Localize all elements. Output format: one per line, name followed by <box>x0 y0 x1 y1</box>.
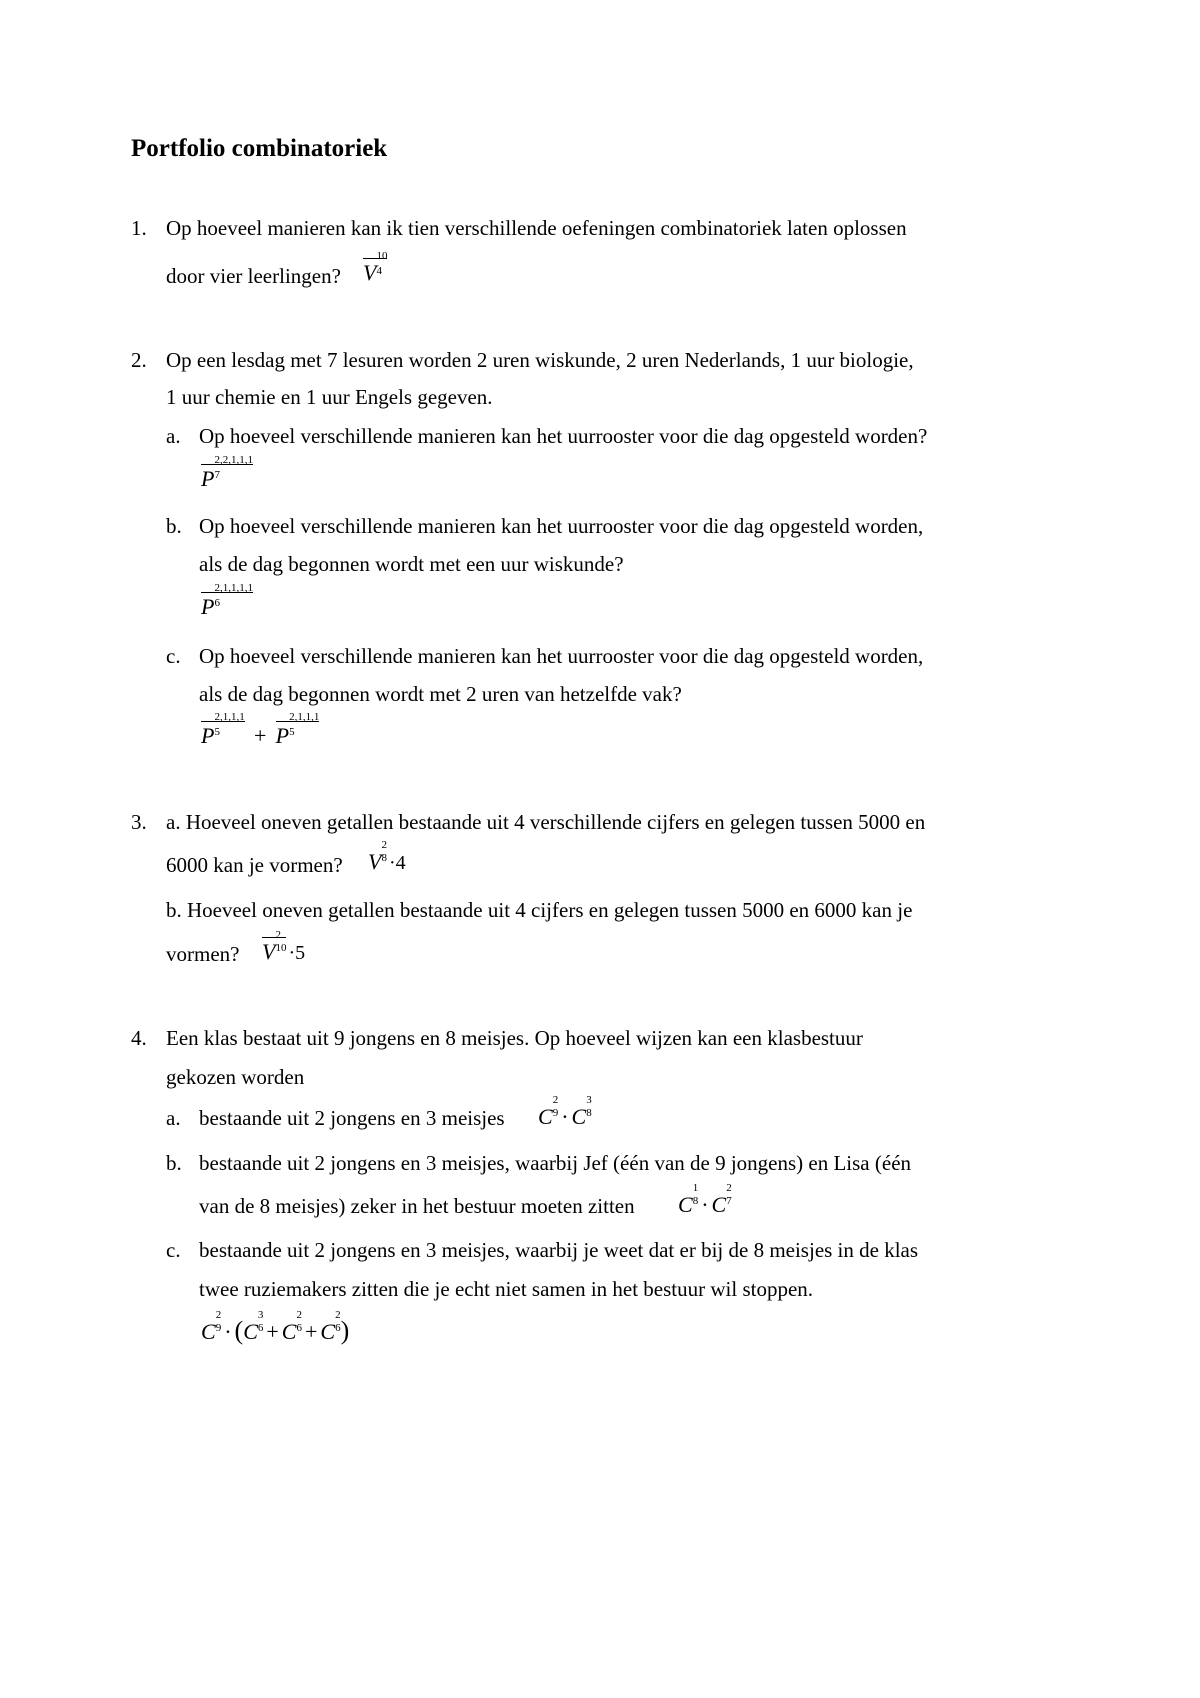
q4c-formula <box>201 1309 350 1345</box>
formula-symbol: C <box>320 1319 336 1344</box>
formula-tail: ·5 <box>288 942 306 964</box>
q2-line2: 1 uur chemie en 1 uur Engels gegeven. <box>166 385 493 409</box>
formula-sub: 10 <box>275 942 287 954</box>
formula-tail: ·4 <box>388 852 406 874</box>
q1-number: 1. <box>131 216 147 240</box>
formula-sub: 6 <box>296 1322 302 1334</box>
formula-sub: 9 <box>552 1107 559 1119</box>
formula-sup: 3 <box>257 1309 264 1321</box>
q2-line1: Op een lesdag met 7 lesuren worden 2 uren wiskunde, 2 uren Nederlands, 1 uur biologie, <box>166 348 914 372</box>
q2b-formula <box>201 582 253 619</box>
formula-symbol: P <box>201 466 215 491</box>
formula-dot: · <box>224 1319 232 1344</box>
q2a-label: a. <box>166 424 181 448</box>
q4c-line1: bestaande uit 2 jongens en 3 meisjes, waarbij je weet dat er bij de 8 meisjes in de klas <box>199 1238 919 1262</box>
formula-dot: · <box>561 1104 569 1129</box>
formula-sub: 6 <box>214 597 220 609</box>
q2c-line1: Op hoeveel verschillende manieren kan het uurrooster voor die dag opgesteld worden, <box>199 644 924 668</box>
formula-sup: 2 <box>552 1094 559 1106</box>
q1-line2: door vier leerlingen? <box>166 264 341 288</box>
formula-left-paren: ( <box>234 1316 244 1345</box>
formula-sub: 4 <box>376 265 382 277</box>
q2a-formula <box>201 454 253 491</box>
q2-number: 2. <box>131 348 147 372</box>
q4a-label: a. <box>166 1106 181 1130</box>
q2b-line2: als de dag begonnen wordt met een uur wiskunde? <box>199 552 624 576</box>
q2b-line1: Op hoeveel verschillende manieren kan het uurrooster voor die dag opgesteld worden, <box>199 514 924 538</box>
q3b-line1: b. Hoeveel oneven getallen bestaande uit 4 cijfers en gelegen tussen 5000 en 6000 kan je <box>166 898 913 922</box>
formula-dot: · <box>701 1192 709 1217</box>
q3a-line2: 6000 kan je vormen? <box>166 853 343 877</box>
q3a-line1: a. Hoeveel oneven getallen bestaande uit 4 verschillende cijfers en gelegen tussen 5000 en <box>166 810 926 834</box>
q2c-formula <box>201 711 320 748</box>
formula-sub: 5 <box>289 726 295 738</box>
formula-sup: 2 <box>381 839 387 851</box>
q4-line1: Een klas bestaat uit 9 jongens en 8 meisjes. Op hoeveel wijzen kan een klasbestuur <box>166 1026 863 1050</box>
page-title: Portfolio combinatoriek <box>131 135 388 162</box>
formula-sup: 2,2,1,1,1 <box>214 454 253 466</box>
formula-right-paren: ) <box>340 1316 350 1345</box>
q2a-line1: Op hoeveel verschillende manieren kan het uurrooster voor die dag opgesteld worden? <box>199 424 928 448</box>
formula-sup: 10 <box>376 250 388 262</box>
q2c-line2: als de dag begonnen wordt met 2 uren van hetzelfde vak? <box>199 682 682 706</box>
formula-symbol: P <box>201 723 215 748</box>
formula-sub: 8 <box>692 1195 699 1207</box>
q4b-label: b. <box>166 1151 182 1175</box>
formula-sub: 7 <box>726 1195 732 1207</box>
formula-sup: 2 <box>296 1309 302 1321</box>
q3a-formula <box>368 839 406 874</box>
q4b-line1: bestaande uit 2 jongens en 3 meisjes, waarbij Jef (één van de 9 jongens) en Lisa (één <box>199 1151 912 1175</box>
q4b-formula <box>678 1182 732 1217</box>
formula-symbol: P <box>275 723 290 748</box>
q2c-label: c. <box>166 644 181 668</box>
formula-sub: 6 <box>257 1322 264 1334</box>
q4a-line1: bestaande uit 2 jongens en 3 meisjes <box>199 1106 505 1130</box>
formula-sup: 2 <box>215 1309 222 1321</box>
formula-sup: 2,1,1,1 <box>214 711 245 723</box>
q4-line2: gekozen worden <box>166 1065 305 1089</box>
formula-sub: 9 <box>215 1322 222 1334</box>
formula-sup: 2 <box>275 929 281 941</box>
q4-number: 4. <box>131 1026 147 1050</box>
formula-plus: + <box>304 1319 318 1344</box>
formula-symbol: V <box>368 849 382 874</box>
formula-symbol: C <box>538 1104 553 1129</box>
q4a-formula <box>538 1094 592 1129</box>
formula-sup: 2 <box>726 1182 732 1194</box>
formula-sup: 3 <box>586 1094 592 1106</box>
formula-plus: + <box>266 1319 279 1344</box>
formula-sub: 8 <box>381 852 387 864</box>
formula-sub: 5 <box>214 726 220 738</box>
q4b-line2: van de 8 meisjes) zeker in het bestuur moeten zitten <box>199 1194 635 1218</box>
q2b-label: b. <box>166 514 182 538</box>
q4c-label: c. <box>166 1238 181 1262</box>
formula-symbol: C <box>711 1192 727 1217</box>
q3b-line2: vormen? <box>166 942 240 966</box>
formula-symbol: C <box>281 1319 297 1344</box>
formula-symbol: C <box>571 1104 587 1129</box>
formula-symbol: C <box>201 1319 216 1344</box>
formula-symbol: C <box>243 1319 258 1344</box>
q3-number: 3. <box>131 810 147 834</box>
formula-sup: 2,1,1,1 <box>289 711 320 723</box>
formula-symbol: P <box>201 594 215 619</box>
formula-sub: 7 <box>214 469 220 481</box>
formula-sup: 2 <box>335 1309 341 1321</box>
q3b-formula <box>262 929 306 964</box>
formula-sup: 2,1,1,1,1 <box>214 582 253 594</box>
formula-plus: + <box>253 723 267 748</box>
q4c-line2: twee ruziemakers zitten die je echt niet samen in het bestuur wil stoppen. <box>199 1277 814 1301</box>
q1-line1: Op hoeveel manieren kan ik tien verschillende oefeningen combinatoriek laten oplossen <box>166 216 907 240</box>
formula-symbol: V <box>363 260 377 285</box>
formula-sub: 8 <box>586 1107 592 1119</box>
formula-sub: 6 <box>335 1322 341 1334</box>
formula-sup: 1 <box>692 1182 699 1194</box>
q1-formula <box>363 250 388 285</box>
formula-symbol: V <box>262 939 276 964</box>
formula-symbol: C <box>678 1192 693 1217</box>
